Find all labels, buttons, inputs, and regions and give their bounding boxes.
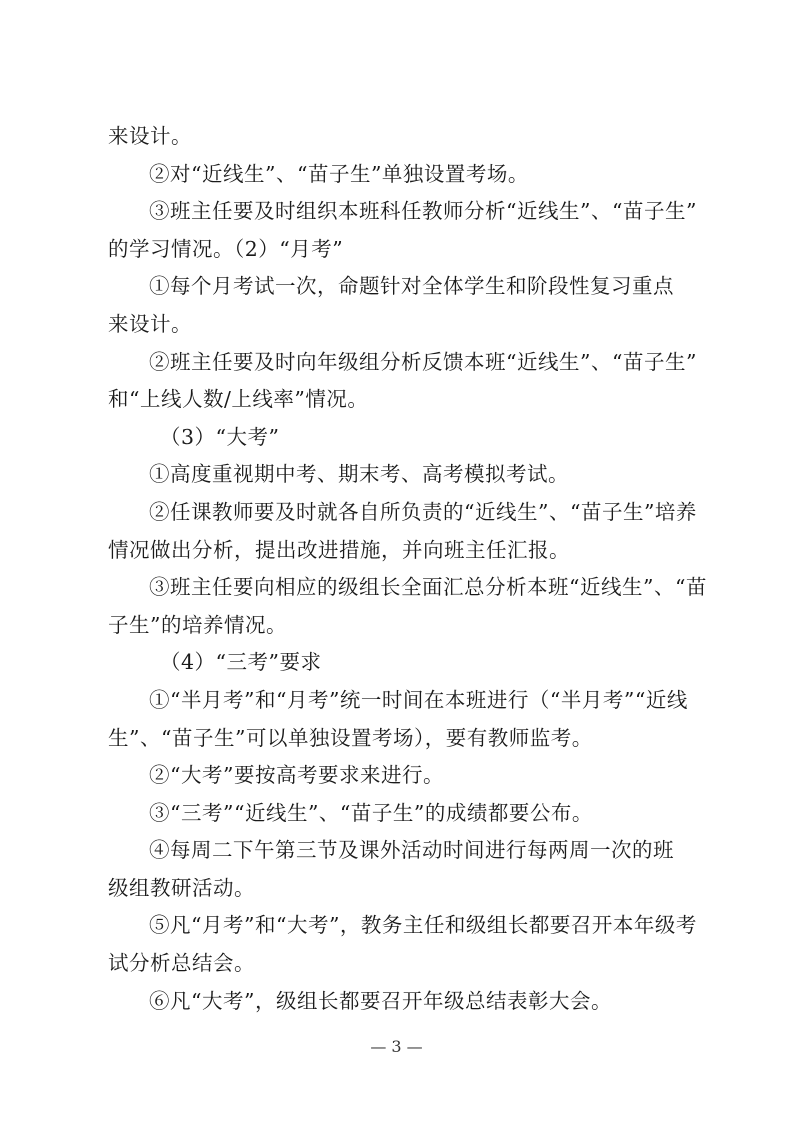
text-line: ②班主任要及时向年级组分析反馈本班“近线生”、“苗子生” bbox=[149, 349, 697, 374]
text-line: 级组教研活动。 bbox=[108, 875, 255, 900]
text-line: 来设计。 bbox=[108, 311, 192, 336]
text-line: 和“上线人数/上线率”情况。 bbox=[108, 387, 369, 412]
text-line: 试分析总结会。 bbox=[108, 951, 255, 976]
text-line: ①每个月考试一次，命题针对全体学生和阶段性复习重点 bbox=[149, 274, 674, 299]
text-line: ④每周二下午第三节及课外活动时间进行每两周一次的班 bbox=[149, 838, 674, 863]
text-line: ③班主任要向相应的级组长全面汇总分析本班“近线生”、“苗 bbox=[149, 575, 707, 600]
text-line: ①高度重视期中考、期末考、高考模拟考试。 bbox=[149, 462, 569, 487]
page-number: — 3 — bbox=[370, 1037, 423, 1056]
text-line: ②对“近线生”、“苗子生”单独设置考场。 bbox=[149, 161, 529, 186]
text-line: ⑤凡“月考”和“大考”，教务主任和级组长都要召开本年级考 bbox=[149, 913, 697, 938]
section-heading: （3）“大考” bbox=[160, 424, 280, 449]
text-line: 情况做出分析，提出改进措施，并向班主任汇报。 bbox=[108, 537, 570, 562]
text-line: 子生”的培养情况。 bbox=[108, 612, 287, 637]
text-line: ②“大考”要按高考要求来进行。 bbox=[149, 763, 444, 788]
text-line: 来设计。 bbox=[108, 124, 192, 148]
text-line: 的学习情况。（2）“月考” bbox=[108, 236, 344, 261]
document-body bbox=[108, 118, 707, 1020]
section-heading: （4）“三考”要求 bbox=[160, 650, 322, 675]
text-line: 生”、“苗子生”可以单独设置考场），要有教师监考。 bbox=[108, 725, 593, 750]
text-line: ②任课教师要及时就各自所负责的“近线生”、“苗子生”培养 bbox=[149, 499, 697, 524]
text-line: ③“三考”“近线生”、“苗子生”的成绩都要公布。 bbox=[149, 800, 593, 825]
text-line: ③班主任要及时组织本班科任教师分析“近线生”、“苗子生” bbox=[149, 199, 697, 224]
text-line: ⑥凡“大考”，级组长都要召开年级总结表彰大会。 bbox=[149, 988, 612, 1013]
text-line: ①“半月考”和“月考”统一时间在本班进行（“半月考”“近线 bbox=[149, 687, 688, 712]
